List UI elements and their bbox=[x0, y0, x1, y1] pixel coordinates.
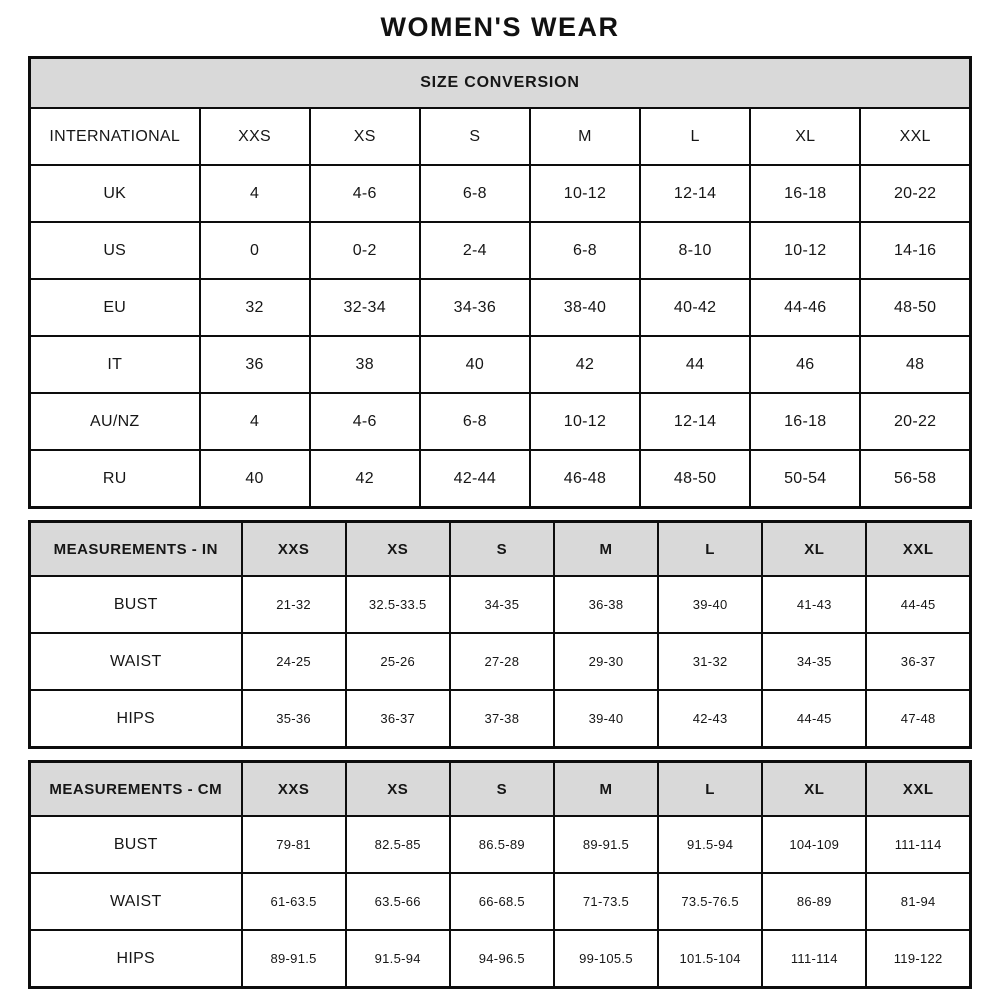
size-conversion-cell-eu-xl: 44-46 bbox=[750, 279, 860, 336]
measurements-cm-column-header-xxl: XXL bbox=[866, 762, 970, 817]
measurements-cm-cell-bust-m: 89-91.5 bbox=[554, 816, 658, 873]
size-conversion-cell-us-m: 6-8 bbox=[530, 222, 640, 279]
size-conversion-header-row bbox=[30, 108, 971, 165]
size-conversion-cell-it-xl: 46 bbox=[750, 336, 860, 393]
measurements-cm-cell-bust-xs: 82.5-85 bbox=[346, 816, 450, 873]
size-conversion-cell-au-nz-xxl: 20-22 bbox=[860, 393, 970, 450]
measurements-cm-cell-waist-l: 73.5-76.5 bbox=[658, 873, 762, 930]
size-conversion-table bbox=[28, 56, 972, 509]
measurements-cm-column-header-xl: XL bbox=[762, 762, 866, 817]
size-conversion-cell-uk-xs: 4-6 bbox=[310, 165, 420, 222]
measurements-in-column-header-xxs: XXS bbox=[242, 522, 346, 577]
size-conversion-cell-it-l: 44 bbox=[640, 336, 750, 393]
measurements-cm-cell-waist-s: 66-68.5 bbox=[450, 873, 554, 930]
size-conversion-cell-au-nz-s: 6-8 bbox=[420, 393, 530, 450]
measurements-cm-cell-hips-xs: 91.5-94 bbox=[346, 930, 450, 988]
measurements-cm-cell-hips-l: 101.5-104 bbox=[658, 930, 762, 988]
size-conversion-cell-it-xxl: 48 bbox=[860, 336, 970, 393]
measurements-cm-table bbox=[28, 760, 972, 989]
size-conversion-cell-us-xs: 0-2 bbox=[310, 222, 420, 279]
size-conversion-cell-us-xxl: 14-16 bbox=[860, 222, 970, 279]
measurements-in-cell-hips-xs: 36-37 bbox=[346, 690, 450, 748]
size-conversion-cell-ru-l: 48-50 bbox=[640, 450, 750, 508]
measurements-in-cell-bust-xxl: 44-45 bbox=[866, 576, 970, 633]
measurements-in-column-header-xxl: XXL bbox=[866, 522, 970, 577]
measurements-in-cell-hips-s: 37-38 bbox=[450, 690, 554, 748]
measurements-in-cell-waist-xs: 25-26 bbox=[346, 633, 450, 690]
size-conversion-row-label-au-nz: AU/NZ bbox=[30, 393, 200, 450]
size-conversion-column-header-international: INTERNATIONAL bbox=[30, 108, 200, 165]
size-conversion-cell-us-xl: 10-12 bbox=[750, 222, 860, 279]
measurements-cm-cell-waist-m: 71-73.5 bbox=[554, 873, 658, 930]
measurements-cm-cell-hips-m: 99-105.5 bbox=[554, 930, 658, 988]
measurements-in-cell-waist-xxs: 24-25 bbox=[242, 633, 346, 690]
measurements-cm-row-label-waist: WAIST bbox=[30, 873, 242, 930]
size-conversion-column-header-l: L bbox=[640, 108, 750, 165]
measurements-in-row-bust bbox=[30, 576, 971, 633]
size-conversion-column-header-m: M bbox=[530, 108, 640, 165]
size-conversion-row-label-uk: UK bbox=[30, 165, 200, 222]
size-conversion-cell-au-nz-xl: 16-18 bbox=[750, 393, 860, 450]
size-conversion-cell-it-xs: 38 bbox=[310, 336, 420, 393]
measurements-cm-cell-bust-xl: 104-109 bbox=[762, 816, 866, 873]
measurements-in-column-header-l: L bbox=[658, 522, 762, 577]
size-conversion-row-au-nz bbox=[30, 393, 971, 450]
measurements-cm-cell-hips-xxs: 89-91.5 bbox=[242, 930, 346, 988]
size-conversion-cell-ru-xxs: 40 bbox=[200, 450, 310, 508]
measurements-in-cell-bust-l: 39-40 bbox=[658, 576, 762, 633]
measurements-in-row-label-hips: HIPS bbox=[30, 690, 242, 748]
size-conversion-cell-it-xxs: 36 bbox=[200, 336, 310, 393]
measurements-cm-cell-bust-xxs: 79-81 bbox=[242, 816, 346, 873]
size-conversion-cell-it-s: 40 bbox=[420, 336, 530, 393]
measurements-in-column-header-xl: XL bbox=[762, 522, 866, 577]
measurements-in-column-header-s: S bbox=[450, 522, 554, 577]
measurements-in-table bbox=[28, 520, 972, 749]
measurements-in-cell-bust-s: 34-35 bbox=[450, 576, 554, 633]
size-conversion-cell-eu-xxl: 48-50 bbox=[860, 279, 970, 336]
size-conversion-row-label-us: US bbox=[30, 222, 200, 279]
size-conversion-cell-us-s: 2-4 bbox=[420, 222, 530, 279]
measurements-cm-cell-hips-xxl: 119-122 bbox=[866, 930, 970, 988]
size-conversion-row-it bbox=[30, 336, 971, 393]
size-conversion-row-label-ru: RU bbox=[30, 450, 200, 508]
measurements-in-cell-hips-xxs: 35-36 bbox=[242, 690, 346, 748]
size-conversion-cell-uk-xxl: 20-22 bbox=[860, 165, 970, 222]
measurements-cm-column-header-xxs: XXS bbox=[242, 762, 346, 817]
size-conversion-cell-ru-m: 46-48 bbox=[530, 450, 640, 508]
measurements-in-cell-bust-xl: 41-43 bbox=[762, 576, 866, 633]
size-conversion-row-label-it: IT bbox=[30, 336, 200, 393]
size-conversion-banner: SIZE CONVERSION bbox=[30, 58, 971, 109]
measurements-in-row-hips bbox=[30, 690, 971, 748]
size-conversion-cell-au-nz-xxs: 4 bbox=[200, 393, 310, 450]
measurements-cm-row-waist bbox=[30, 873, 971, 930]
measurements-cm-row-label-bust: BUST bbox=[30, 816, 242, 873]
measurements-in-cell-hips-xl: 44-45 bbox=[762, 690, 866, 748]
size-conversion-cell-uk-l: 12-14 bbox=[640, 165, 750, 222]
measurements-in-column-header-xs: XS bbox=[346, 522, 450, 577]
size-conversion-cell-uk-s: 6-8 bbox=[420, 165, 530, 222]
measurements-in-cell-waist-xl: 34-35 bbox=[762, 633, 866, 690]
measurements-cm-cell-bust-s: 86.5-89 bbox=[450, 816, 554, 873]
measurements-in-column-header-m: M bbox=[554, 522, 658, 577]
size-conversion-column-header-xs: XS bbox=[310, 108, 420, 165]
size-conversion-row-ru bbox=[30, 450, 971, 508]
size-conversion-row-us bbox=[30, 222, 971, 279]
measurements-in-cell-hips-l: 42-43 bbox=[658, 690, 762, 748]
size-conversion-cell-ru-xs: 42 bbox=[310, 450, 420, 508]
size-conversion-cell-eu-m: 38-40 bbox=[530, 279, 640, 336]
measurements-cm-column-header-s: S bbox=[450, 762, 554, 817]
size-conversion-column-header-xxl: XXL bbox=[860, 108, 970, 165]
size-conversion-banner-row bbox=[30, 58, 971, 109]
measurements-in-row-label-bust: BUST bbox=[30, 576, 242, 633]
size-conversion-cell-uk-xxs: 4 bbox=[200, 165, 310, 222]
size-conversion-column-header-s: S bbox=[420, 108, 530, 165]
measurements-in-cell-bust-xs: 32.5-33.5 bbox=[346, 576, 450, 633]
size-conversion-cell-us-xxs: 0 bbox=[200, 222, 310, 279]
measurements-cm-cell-waist-xxs: 61-63.5 bbox=[242, 873, 346, 930]
measurements-in-cell-hips-xxl: 47-48 bbox=[866, 690, 970, 748]
measurements-in-cell-waist-l: 31-32 bbox=[658, 633, 762, 690]
measurements-cm-column-header-xs: XS bbox=[346, 762, 450, 817]
measurements-cm-cell-bust-xxl: 111-114 bbox=[866, 816, 970, 873]
size-conversion-cell-au-nz-xs: 4-6 bbox=[310, 393, 420, 450]
measurements-cm-cell-hips-s: 94-96.5 bbox=[450, 930, 554, 988]
measurements-in-row-waist bbox=[30, 633, 971, 690]
measurements-in-row-label-waist: WAIST bbox=[30, 633, 242, 690]
size-conversion-cell-ru-xl: 50-54 bbox=[750, 450, 860, 508]
size-conversion-cell-eu-l: 40-42 bbox=[640, 279, 750, 336]
measurements-in-cell-bust-xxs: 21-32 bbox=[242, 576, 346, 633]
size-conversion-column-header-xxs: XXS bbox=[200, 108, 310, 165]
size-conversion-cell-ru-s: 42-44 bbox=[420, 450, 530, 508]
measurements-cm-header-row bbox=[30, 762, 971, 817]
measurements-cm-cell-hips-xl: 111-114 bbox=[762, 930, 866, 988]
size-conversion-cell-it-m: 42 bbox=[530, 336, 640, 393]
measurements-in-column-header-measurements-in: MEASUREMENTS - IN bbox=[30, 522, 242, 577]
measurements-in-cell-bust-m: 36-38 bbox=[554, 576, 658, 633]
measurements-in-cell-hips-m: 39-40 bbox=[554, 690, 658, 748]
size-conversion-cell-uk-m: 10-12 bbox=[530, 165, 640, 222]
size-conversion-cell-eu-xxs: 32 bbox=[200, 279, 310, 336]
size-conversion-cell-eu-s: 34-36 bbox=[420, 279, 530, 336]
measurements-cm-cell-bust-l: 91.5-94 bbox=[658, 816, 762, 873]
measurements-cm-column-header-measurements-cm: MEASUREMENTS - CM bbox=[30, 762, 242, 817]
size-conversion-cell-ru-xxl: 56-58 bbox=[860, 450, 970, 508]
page-title: WOMEN'S WEAR bbox=[380, 12, 620, 42]
size-conversion-row-eu bbox=[30, 279, 971, 336]
measurements-cm-column-header-m: M bbox=[554, 762, 658, 817]
measurements-cm-row-hips bbox=[30, 930, 971, 988]
size-conversion-column-header-xl: XL bbox=[750, 108, 860, 165]
size-conversion-cell-us-l: 8-10 bbox=[640, 222, 750, 279]
measurements-cm-cell-waist-xxl: 81-94 bbox=[866, 873, 970, 930]
measurements-in-cell-waist-s: 27-28 bbox=[450, 633, 554, 690]
measurements-cm-cell-waist-xs: 63.5-66 bbox=[346, 873, 450, 930]
size-conversion-cell-au-nz-m: 10-12 bbox=[530, 393, 640, 450]
size-conversion-cell-au-nz-l: 12-14 bbox=[640, 393, 750, 450]
size-conversion-row-label-eu: EU bbox=[30, 279, 200, 336]
measurements-cm-cell-waist-xl: 86-89 bbox=[762, 873, 866, 930]
size-conversion-row-uk bbox=[30, 165, 971, 222]
size-conversion-cell-uk-xl: 16-18 bbox=[750, 165, 860, 222]
measurements-cm-row-bust bbox=[30, 816, 971, 873]
measurements-cm-row-label-hips: HIPS bbox=[30, 930, 242, 988]
measurements-in-header-row bbox=[30, 522, 971, 577]
size-conversion-cell-eu-xs: 32-34 bbox=[310, 279, 420, 336]
measurements-in-cell-waist-xxl: 36-37 bbox=[866, 633, 970, 690]
measurements-cm-column-header-l: L bbox=[658, 762, 762, 817]
measurements-in-cell-waist-m: 29-30 bbox=[554, 633, 658, 690]
